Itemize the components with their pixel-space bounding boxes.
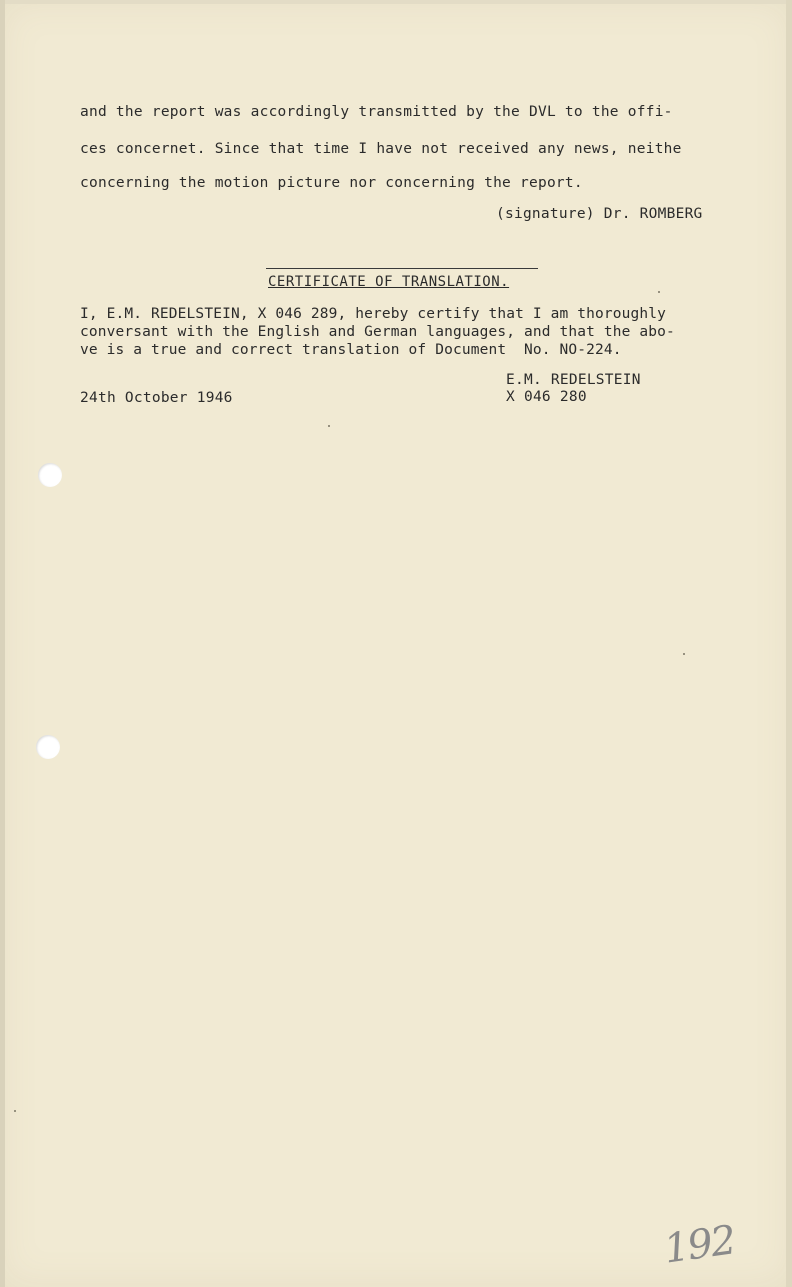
certificate-text-line-2: conversant with the English and German languages, and that the abo- xyxy=(80,324,675,340)
handwritten-page-number: 192 xyxy=(661,1217,738,1273)
certificate-date: 24th October 1946 xyxy=(80,390,233,406)
certificate-text-line-3: ve is a true and correct translation of Document No. NO-224. xyxy=(80,342,622,358)
page-top-edge xyxy=(0,0,792,4)
certificate-title-rule xyxy=(266,268,538,269)
paper-speck xyxy=(14,1110,16,1112)
body-text-line-1: and the report was accordingly transmitted by the DVL to the offi- xyxy=(80,104,673,120)
paper-speck xyxy=(328,425,330,427)
signer-name: E.M. REDELSTEIN xyxy=(506,372,641,388)
page-right-edge xyxy=(786,0,792,1287)
certificate-title: CERTIFICATE OF TRANSLATION. xyxy=(268,274,510,290)
body-text-line-2: ces concernet. Since that time I have not received any news, neithe xyxy=(80,141,682,157)
signer-id: X 046 280 xyxy=(506,389,587,405)
certificate-text-line-1: I, E.M. REDELSTEIN, X 046 289, hereby certify that I am thoroughly xyxy=(80,306,667,322)
punch-hole-upper xyxy=(38,463,62,487)
signature-line: (signature) Dr. ROMBERG xyxy=(496,206,703,222)
page-left-edge xyxy=(0,0,5,1287)
paper-speck xyxy=(658,291,660,293)
punch-hole-lower xyxy=(36,735,60,759)
paper-speck xyxy=(683,653,685,655)
body-text-line-3: concerning the motion picture nor concerning the report. xyxy=(80,175,583,191)
